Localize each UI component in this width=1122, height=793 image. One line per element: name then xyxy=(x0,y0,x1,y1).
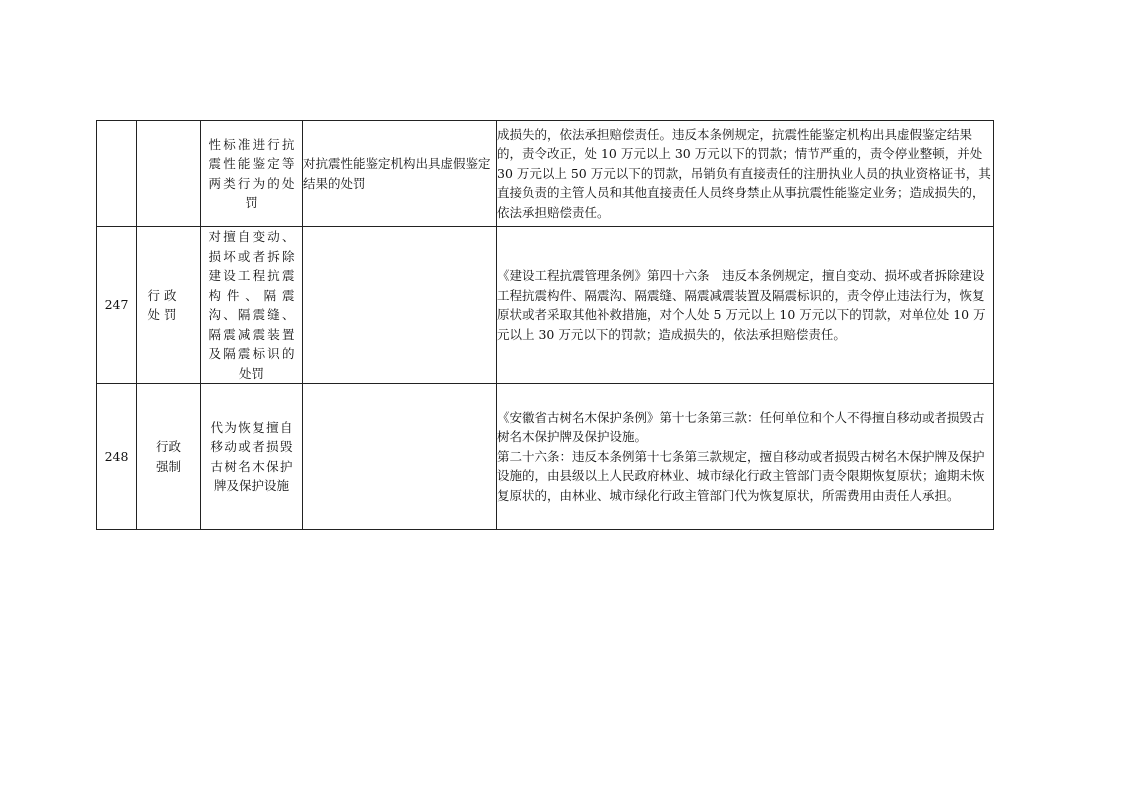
power-type-text: 行 政 处 罚 xyxy=(147,287,177,322)
sub-item-cell xyxy=(303,384,497,530)
power-item-cell xyxy=(201,384,303,530)
table-row xyxy=(97,384,994,530)
power-item-cell xyxy=(201,227,303,384)
row-number-cell: 248 xyxy=(97,384,137,530)
legal-basis-paragraph: 成损失的，依法承担赔偿责任。违反本条例规定，抗震性能鉴定机构出具虚假鉴定结果的，责令改正，处 10 万元以上 30 万元以下的罚款；情节严重的，责令停业整顿，并处 30 万元以上 50 万元以下的罚款，吊销负有直接责任的注册执业人员的执业资格证书，其直接负责的主管人员和其他直接责任人员终身禁止从事抗震性能鉴定业务；造成损失的，依法承担赔偿责任。 xyxy=(497,126,991,220)
legal-basis-cell xyxy=(497,384,994,530)
power-type-cell xyxy=(137,227,201,384)
power-type-cell xyxy=(137,384,201,530)
row-number-cell xyxy=(97,121,137,227)
legal-basis-paragraph: 《建设工程抗震管理条例》第四十六条 违反本条例规定，擅自变动、损坏或者拆除建设工程抗震构件、隔震沟、隔震缝、隔震减震装置及隔震标识的，责令停止违法行为，恢复原状或者采取其他补救措施，对个人处 5 万元以上 10 万元以下的罚款，对单位处 10 万元以上 30 万元以下的罚款；造成损失的，依法承担赔偿责任。 xyxy=(497,268,986,342)
legal-basis-paragraph: 《安徽省古树名木保护条例》第十七条第三款：任何单位和个人不得擅自移动或者损毁古树名木保护牌及保护设施。 xyxy=(497,409,985,445)
regulation-table xyxy=(96,120,994,530)
sub-item-cell xyxy=(303,227,497,384)
row-number-cell: 247 xyxy=(97,227,137,384)
power-type-cell xyxy=(137,121,201,227)
table-row xyxy=(97,227,994,384)
legal-basis-cell xyxy=(497,227,994,384)
power-item-cell xyxy=(201,121,303,227)
table-row xyxy=(97,121,994,227)
legal-basis-cell xyxy=(497,121,994,227)
power-item-text: 代为恢复擅自移动或者损毁古树名木保护牌及保护设施 xyxy=(210,419,293,493)
power-item-text: 对擅自变动、损坏或者拆除建设工程抗震构件、隔震沟、隔震缝、隔震减震装置及隔震标识的处罚 xyxy=(208,229,295,381)
sub-item-cell: 对抗震性能鉴定机构出具虚假鉴定结果的处罚 xyxy=(303,121,497,227)
power-item-text: 性标准进行抗震性能鉴定等两类行为的处罚 xyxy=(208,136,295,210)
power-type-text: 行政强制 xyxy=(155,439,181,474)
legal-basis-paragraph: 第二十六条：违反本条例第十七条第三款规定，擅自移动或者损毁古树名木保护牌及保护设施的，由县级以上人民政府林业、城市绿化行政主管部门责令限期恢复原状；逾期未恢复原状的，由林业、城市绿化行政主管部门代为恢复原状，所需费用由责任人承担。 xyxy=(497,448,985,503)
